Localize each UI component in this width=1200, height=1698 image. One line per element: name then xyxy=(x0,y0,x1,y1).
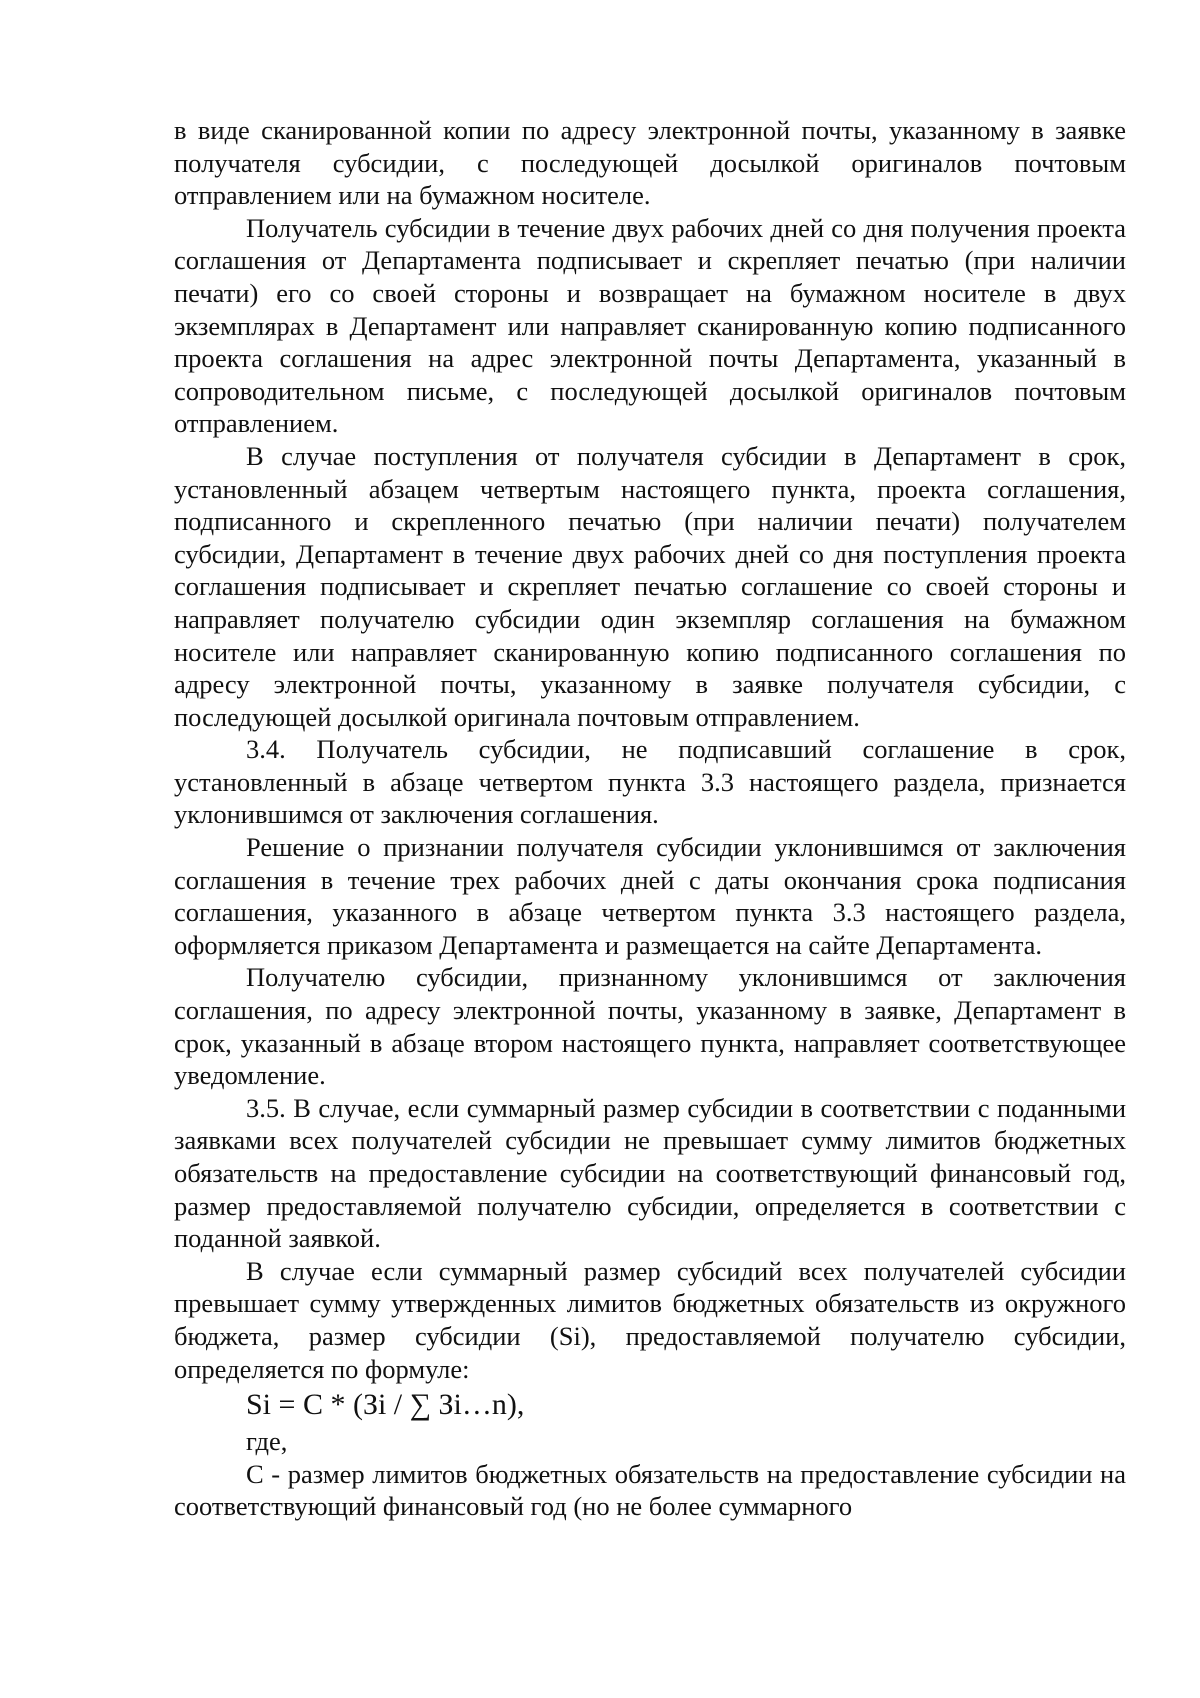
paragraph-notification: Получателю субсидии, признанному уклонившимся от заключения соглашения, по адресу электронной почты, указанному в заявке, Департамент в срок, указанный в абзаце втором настоящего пункта, направляет соответствующее уведомление. xyxy=(174,962,1126,1091)
formula-where-label: где, xyxy=(246,1426,288,1457)
paragraph-signing-procedure: Получатель субсидии в течение двух рабочих дней со дня получения проекта соглашения от Департамента подписывает и скрепляет печатью (при наличии печати) его со своей стороны и возвращает на бумажном носителе в двух экземплярах в Департамент или направляет сканированную копию подписанного проекта соглашения на адрес электронной почты Департамента, указанный в сопроводительном письме, с последующей досылкой оригиналов почтовым отправлением. xyxy=(174,212,1126,439)
paragraph-3-4: 3.4. Получатель субсидии, не подписавший соглашение в срок, установленный в абзаце четвертом пункта 3.3 настоящего раздела, признается уклонившимся от заключения соглашения. xyxy=(174,734,1126,830)
subsidy-formula: Si = C * (Зi / ∑ Зi…n), xyxy=(246,1388,525,1422)
paragraph-evasion-decision: Решение о признании получателя субсидии уклонившимся от заключения соглашения в течение трех рабочих дней с даты окончания срока подписания соглашения, указанного в абзаце четвертом пункта 3.3 настоящего раздела, оформляется приказом Департамента и размещается на сайте Департамента. xyxy=(174,832,1126,960)
paragraph-3-5: 3.5. В случае, если суммарный размер субсидии в соответствии с поданными заявками всех получателей субсидии не превышает сумму лимитов бюджетных обязательств на предоставление субсидии на соответствующий финансовый год, размер предоставляемой получателю субсидии, определяется в соответствии с поданной заявкой. xyxy=(174,1092,1126,1254)
definition-c: С - размер лимитов бюджетных обязательств на предоставление субсидии на соответствующий финансовый год (но не более суммарного xyxy=(174,1458,1126,1522)
paragraph-continuation: в виде сканированной копии по адресу электронной почты, указанному в заявке получателя субсидии, с последующей досылкой оригиналов почтовым отправлением или на бумажном носителе. xyxy=(174,115,1126,211)
paragraph-department-signing: В случае поступления от получателя субсидии в Департамент в срок, установленный абзацем четвертым настоящего пункта, проекта соглашения, подписанного и скрепленного печатью (при наличии печати) получателем субсидии, Департамент в течение двух рабочих дней со дня поступления проекта соглашения подписывает и скрепляет печатью соглашение со своей стороны и направляет получателю субсидии один экземпляр соглашения на бумажном носителе или направляет сканированную копию подписанного соглашения по адресу электронной почты, указанному в заявке получателя субсидии, с последующей досылкой оригинала почтовым отправлением. xyxy=(174,440,1126,732)
paragraph-formula-intro: В случае если суммарный размер субсидий всех получателей субсидии превышает сумму утвержденных лимитов бюджетных обязательств из окружного бюджета, размер субсидии (Si), предоставляемой получателю субсидии, определяется по формуле: xyxy=(174,1255,1126,1384)
document-body xyxy=(174,114,1126,1523)
